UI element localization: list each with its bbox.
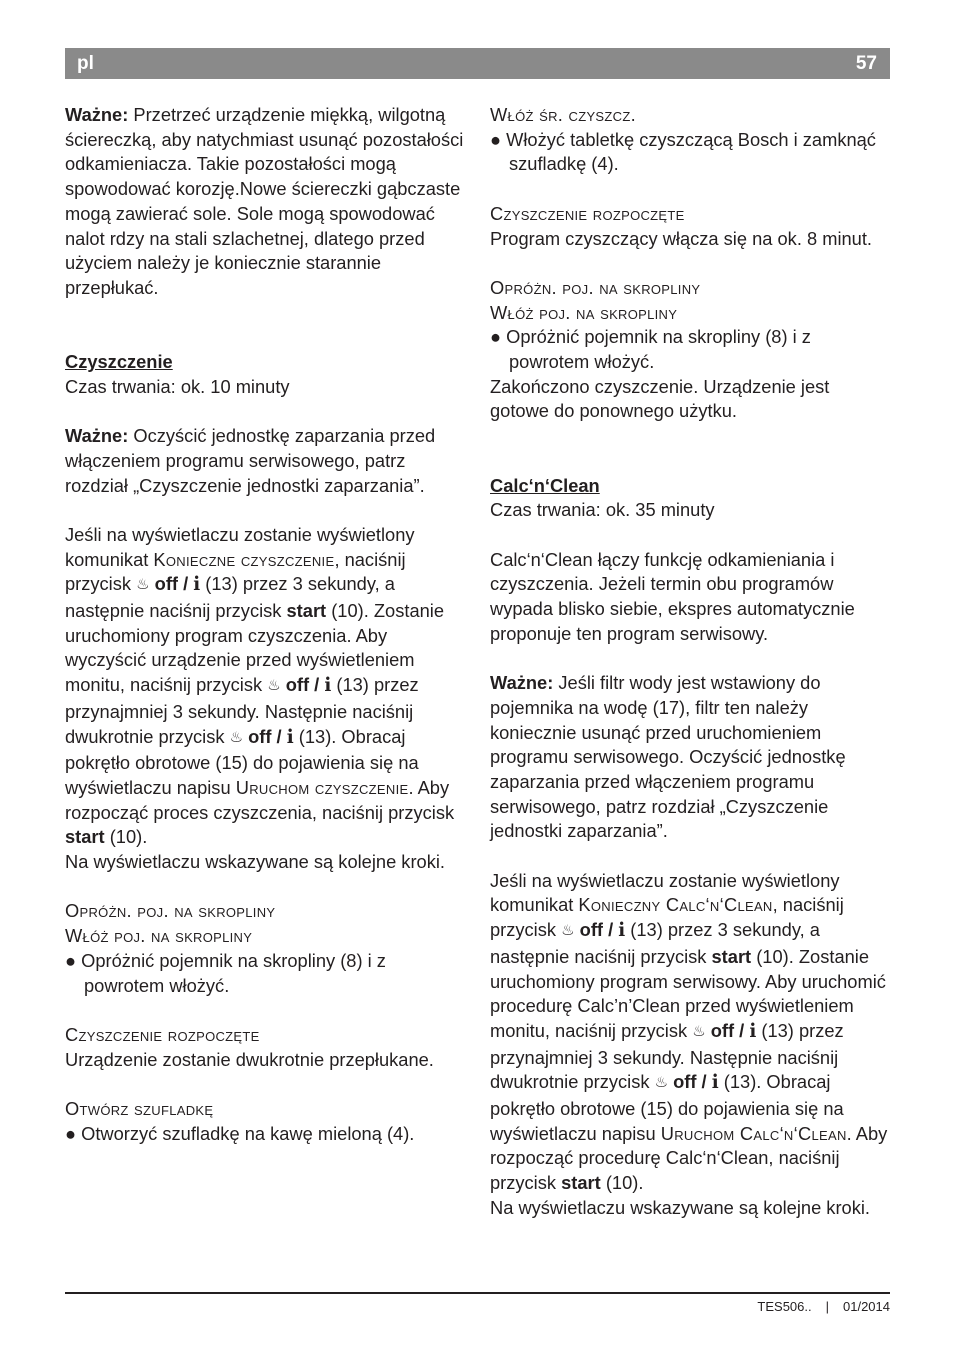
cleaning-duration: Czas trwania: ok. 10 minuty xyxy=(65,375,290,397)
display-message: Uruchom czyszczenie xyxy=(235,776,409,798)
info-i-icon: i xyxy=(618,920,626,942)
display-message: Opróżn. poj. na skropliny xyxy=(490,276,701,298)
page-footer xyxy=(757,1299,890,1314)
list-item: ● Opróżnić pojemnik na skropliny (8) i z powrotem włożyć. xyxy=(65,949,386,996)
start-button-ref: start xyxy=(711,945,752,967)
calc-n-clean-duration: Czas trwania: ok. 35 minuty xyxy=(490,499,715,521)
right-column xyxy=(490,103,890,1221)
cleaning-instructions: Jeśli na wyświetlaczu zostanie wyświetlony komunikat Konieczne czyszczenie, naciśnij przycisk ♨ off / i (13) przez 3 sekundy, a następnie naciśnij przycisk start (10). Zostanie uruchomiony program czyszczenia. Aby wyczyścić urządzenie przed wyświetleniem monitu, naciśnij przycisk ♨ off / i (13) przez przynajmniej 3 sekundy. Następnie naciśnij dwukrotnie przycisk ♨ off / i (13). Obracaj pokrętło obrotowe (15) do pojawienia się na wyświetlaczu napisu Uruchom czyszczenie. Aby rozpocząć proces czyszczenia, naciśnij przycisk start (10). xyxy=(65,523,455,848)
display-message: Uruchom Calc‘n‘Clean xyxy=(660,1122,847,1144)
list-item: ● Włożyć tabletkę czyszczącą Bosch i zamknąć szufladkę (4). xyxy=(490,128,876,175)
page-number: 57 xyxy=(855,53,877,74)
power-leaf-icon: ♨ xyxy=(692,1022,706,1040)
off-button-ref: off / xyxy=(673,1071,712,1093)
important-note-brewing-unit: Ważne: Oczyścić jednostkę zaparzania przed włączeniem programu serwisowego, patrz rozdział „Czyszczenie jednostki zaparzania”. xyxy=(65,425,436,496)
power-leaf-icon: ♨ xyxy=(654,1074,669,1092)
next-steps-note: Na wyświetlaczu wskazywane są kolejne kroki. xyxy=(65,851,445,873)
edition-date: 01/2014 xyxy=(843,1299,890,1314)
section-title-calc-n-clean: Calc‘n‘Clean xyxy=(490,474,600,496)
important-note-filter: Ważne: Jeśli filtr wody jest wstawiony do pojemnika na wodę (17), filtr ten należy koniecznie usunąć przed uruchomieniem programu serwisowego. Oczyścić jednostkę zaparzania przed włączeniem programu serwisowego, patrz rozdział „Czyszczenie jednostki zaparzania”. xyxy=(490,672,846,842)
display-message: Czyszczenie rozpoczęte xyxy=(490,202,685,224)
power-leaf-icon: ♨ xyxy=(561,922,575,940)
display-message: Opróżn. poj. na skropliny xyxy=(65,900,276,922)
info-i-icon: i xyxy=(711,1072,719,1094)
calc-n-clean-description: Calc‘n‘Clean łączy funkcję odkamieniania i czyszczenia. Jeżeli termin obu programów wypada blisko siebie, ekspres automatycznie proponuje ten program serwisowy. xyxy=(490,548,855,644)
page-header-bar xyxy=(65,48,890,79)
info-i-icon: i xyxy=(193,574,201,596)
list-item: ● Opróżnić pojemnik na skropliny (8) i z powrotem włożyć. xyxy=(490,326,811,372)
display-message: Konieczne czyszczenie xyxy=(153,548,335,570)
section-title-cleaning: Czyszczenie xyxy=(65,351,173,373)
start-button-ref: start xyxy=(561,1172,601,1194)
off-button-ref: off / xyxy=(579,919,619,941)
program-duration-note: Program czyszczący włącza się na ok. 8 minut. xyxy=(490,227,873,249)
display-message: Konieczny Calc‘n‘Clean xyxy=(578,894,773,916)
display-message: Otwórz szufladkę xyxy=(65,1098,214,1120)
off-button-ref: off / xyxy=(248,725,287,747)
next-steps-note: Na wyświetlaczu wskazywane są kolejne kroki. xyxy=(490,1196,870,1218)
footer-separator: | xyxy=(825,1299,829,1314)
important-note-rinse: Ważne: Przetrzeć urządzenie miękką, wilgotną ściereczką, aby natychmiast usunąć pozostałości odkamieniacza. Takie pozostałości mogą spowodować korozję.Nowe ściereczki gąbczaste mogą zawierać sole. Sole mogą spowodować nalot rdzy na stali szlachetnej, dlatego przed użyciem należy je koniecznie starannie przepłukać. xyxy=(65,104,464,298)
info-i-icon: i xyxy=(749,1020,757,1042)
display-message: Włóż poj. na skropliny xyxy=(65,925,253,947)
off-button-ref: off / xyxy=(285,674,325,696)
power-leaf-icon: ♨ xyxy=(267,677,281,695)
model-number: TES506.. xyxy=(757,1299,812,1314)
power-leaf-icon: ♨ xyxy=(136,576,150,594)
display-message: Czyszczenie rozpoczęte xyxy=(65,1023,260,1045)
info-i-icon: i xyxy=(324,675,332,697)
display-message: Włóż śr. czyszcz. xyxy=(490,104,636,125)
info-i-icon: i xyxy=(286,726,294,748)
calc-n-clean-instructions: Jeśli na wyświetlaczu zostanie wyświetlony komunikat Konieczny Calc‘n‘Clean, naciśnij przycisk ♨ off / i (13) przez 3 sekundy, a następnie naciśnij przycisk start (10). Zostanie uruchomiony program serwisowy. Aby uruchomić procedurę Calc’n’Clean przed wyświetleniem monitu, naciśnij przycisk ♨ off / i (13) przez przynajmniej 3 sekundy. Następnie naciśnij dwukrotnie przycisk ♨ off / i (13). Obracaj pokrętło obrotowe (15) do pojawienia się na wyświetlaczu napisu Uruchom Calc‘n‘Clean. Aby rozpocząć procedurę Calc‘n‘Clean, naciśnij przycisk start (10). xyxy=(490,869,888,1194)
language-code: pl xyxy=(77,53,94,74)
off-button-ref: off / xyxy=(154,573,194,595)
footer-divider xyxy=(65,1292,890,1294)
power-leaf-icon: ♨ xyxy=(229,728,244,746)
cleaning-complete-note: Zakończono czyszczenie. Urządzenie jest gotowe do ponownego użytku. xyxy=(490,375,830,422)
rinse-note: Urządzenie zostanie dwukrotnie przepłukane. xyxy=(65,1048,434,1070)
start-button-ref: start xyxy=(65,826,105,848)
off-button-ref: off / xyxy=(710,1019,750,1041)
list-item: ● Otworzyć szufladkę na kawę mieloną (4). xyxy=(65,1122,415,1144)
start-button-ref: start xyxy=(286,600,327,622)
left-column xyxy=(65,103,470,1146)
display-message: Włóż poj. na skropliny xyxy=(490,301,678,323)
